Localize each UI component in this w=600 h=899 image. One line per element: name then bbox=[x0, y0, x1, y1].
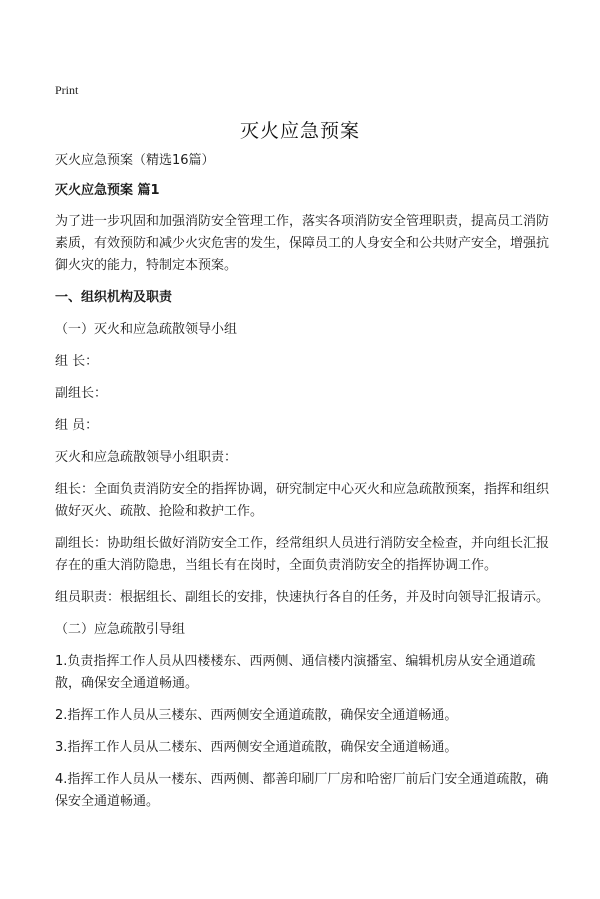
print-label: Print bbox=[55, 83, 79, 97]
document-title: 灭火应急预案 bbox=[239, 120, 360, 142]
list-item: 4.指挥工作人员从一楼东、西两侧、都善印刷厂厂房和哈密厂前后门安全通道疏散，确保安全通道畅通。 bbox=[55, 772, 549, 809]
section-heading: 一、组织机构及职责 bbox=[55, 290, 173, 305]
deputy-label: 副组长： bbox=[55, 386, 108, 401]
document-subtitle: 灭火应急预案（精选16篇） bbox=[55, 153, 215, 168]
document-body bbox=[55, 150, 550, 822]
list-item: 1.负责指挥工作人员从四楼楼东、西两侧、通信楼内演播室、编辑机房从安全通道疏散，确保安全通道畅通。 bbox=[55, 654, 536, 691]
member-duty-paragraph: 组员职责：根据组长、副组长的安排，快速执行各自的任务，并及时向领导汇报请示。 bbox=[55, 590, 550, 605]
group-heading-2: （二）应急疏散引导组 bbox=[55, 622, 186, 637]
intro-paragraph: 为了进一步巩固和加强消防安全管理工作，落实各项消防安全管理职责，提高员工消防素质，有效预防和减少火灾危害的发生，保障员工的人身安全和公共财产安全，增强抗御火灾的能力，特制定本预案。 bbox=[55, 214, 550, 273]
list-item: 2.指挥工作人员从三楼东、西两侧安全通道疏散，确保安全通道畅通。 bbox=[55, 708, 458, 723]
member-label: 组 员： bbox=[55, 418, 99, 433]
deputy-duty-paragraph: 副组长：协助组长做好消防安全工作，经常组织人员进行消防安全检查，并向组长汇报存在的重大消防隐患，当组长有在岗时，全面负责消防安全的指挥协调工作。 bbox=[55, 536, 550, 573]
group-heading-1: （一）灭火和应急疏散领导小组 bbox=[55, 322, 238, 337]
article-heading: 灭火应急预案 篇1 bbox=[55, 183, 160, 198]
leader-label: 组 长： bbox=[55, 354, 99, 369]
duties-heading: 灭火和应急疏散领导小组职责： bbox=[55, 450, 238, 465]
leader-duty-paragraph: 组长：全面负责消防安全的指挥协调，研究制定中心灭火和应急疏散预案，指挥和组织做好灭火、疏散、抢险和救护工作。 bbox=[55, 482, 550, 519]
list-item: 3.指挥工作人员从二楼东、西两侧安全通道疏散，确保安全通道畅通。 bbox=[55, 740, 458, 755]
